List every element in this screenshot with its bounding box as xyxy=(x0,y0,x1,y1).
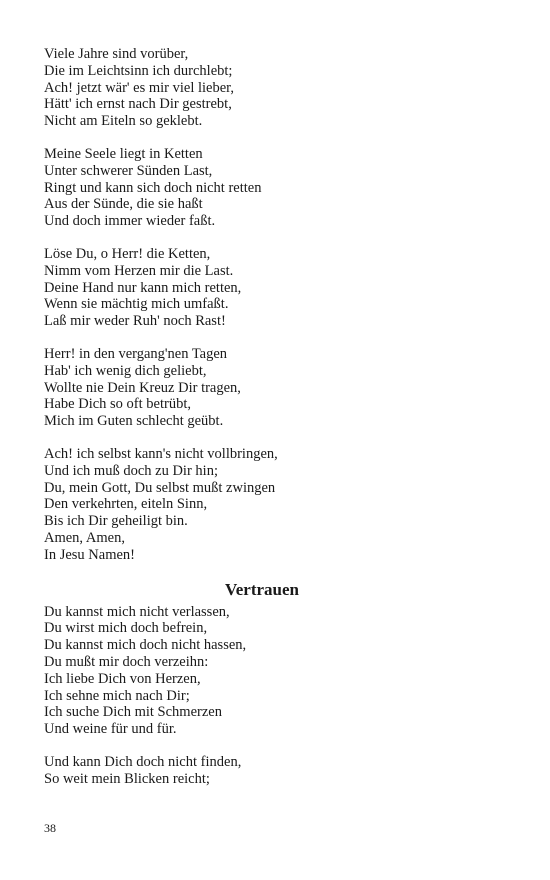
stanza xyxy=(44,246,299,330)
verse-line: Laß mir weder Ruh' noch Rast! xyxy=(44,313,226,330)
verse-line: Hab' ich wenig dich geliebt, xyxy=(44,362,207,379)
verse-line: Und doch immer wieder faßt. xyxy=(44,213,216,230)
verse-line: Aus der Sünde, die sie haßt xyxy=(44,196,203,213)
verse-line: Deine Hand nur kann mich retten, xyxy=(44,279,242,296)
verse-line: Du kannst mich doch nicht hassen, xyxy=(44,637,247,654)
verse-line: Den verkehrten, eiteln Sinn, xyxy=(44,496,208,513)
verse-line: Du wirst mich doch befrein, xyxy=(44,620,208,637)
stanza xyxy=(44,146,299,230)
section-title: Vertrauen xyxy=(225,579,299,599)
verse-line: Amen, Amen, xyxy=(44,529,125,546)
verse-line: So weit mein Blicken reicht; xyxy=(44,770,210,787)
stanza xyxy=(44,446,299,564)
verse-line: Und weine für und für. xyxy=(44,721,177,738)
page-body xyxy=(44,46,299,803)
verse-line: Wenn sie mächtig mich umfaßt. xyxy=(44,296,229,313)
verse-line: Viele Jahre sind vorüber, xyxy=(44,46,189,62)
verse-line: Und kann Dich doch nicht finden, xyxy=(44,753,242,770)
verse-line: Nimm vom Herzen mir die Last. xyxy=(44,262,234,279)
verse-line: Ach! jetzt wär' es mir viel lieber, xyxy=(44,79,235,96)
verse-line: Ich suche Dich mit Schmerzen xyxy=(44,704,222,721)
verse-line: Meine Seele liegt in Ketten xyxy=(44,145,203,162)
page-number: 38 xyxy=(44,821,56,835)
verse-line: Hätt' ich ernst nach Dir gestrebt, xyxy=(44,96,232,113)
verse-line: Ich sehne mich nach Dir; xyxy=(44,687,190,704)
stanza xyxy=(44,604,299,738)
stanza xyxy=(44,46,299,130)
verse-line: Mich im Guten schlecht geübt. xyxy=(44,413,224,430)
verse-line: Ringt und kann sich doch nicht retten xyxy=(44,179,262,196)
verse-line: Du, mein Gott, Du selbst mußt zwingen xyxy=(44,479,276,496)
verse-line: Ach! ich selbst kann's nicht vollbringen, xyxy=(44,445,278,462)
stanza xyxy=(44,754,299,788)
verse-line: Herr! in den vergang'nen Tagen xyxy=(44,345,228,362)
verse-line: Ich liebe Dich von Herzen, xyxy=(44,670,201,687)
verse-line: Wollte nie Dein Kreuz Dir tragen, xyxy=(44,379,241,396)
verse-line: Unter schwerer Sünden Last, xyxy=(44,162,213,179)
verse-line: In Jesu Namen! xyxy=(44,546,136,563)
verse-line: Die im Leichtsinn ich durchlebt; xyxy=(44,62,233,79)
verse-line: Du kannst mich nicht verlassen, xyxy=(44,603,230,620)
verse-line: Nicht am Eiteln so geklebt. xyxy=(44,113,203,130)
verse-line: Löse Du, o Herr! die Ketten, xyxy=(44,245,211,262)
stanza xyxy=(44,346,299,430)
verse-line: Bis ich Dir geheiligt bin. xyxy=(44,513,188,530)
verse-line: Habe Dich so oft betrübt, xyxy=(44,396,191,413)
verse-line: Du mußt mir doch verzeihn: xyxy=(44,653,209,670)
verse-line: Und ich muß doch zu Dir hin; xyxy=(44,462,218,479)
